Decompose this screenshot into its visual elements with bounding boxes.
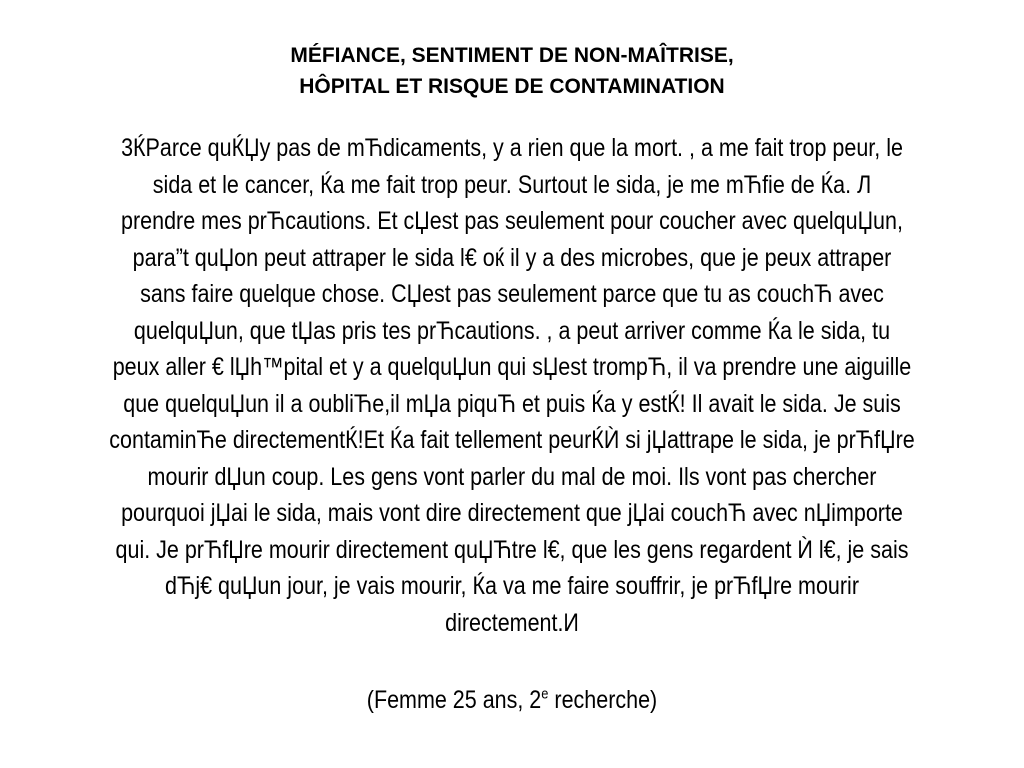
quote-line: pourquoi jЏai le sida, mais vont dire directement que jЏai couchЋ avec nЏimporte <box>121 499 903 527</box>
quote-line: dЋj€ quЏun jour, je vais mourir, Ќa va me faire souffrir, je prЋfЏre mourir <box>165 572 859 600</box>
quote-line: sida et le cancer, Ќa me fait trop peur. Surtout le sida, je me mЋfie de Ќa. Л <box>152 170 872 199</box>
quote-line: directement.И <box>445 608 579 637</box>
quote-line: para”t quЏon peut attraper le sida l€ oќ il y a des microbes, que je peux attraper <box>132 243 892 272</box>
slide-title <box>0 40 1024 102</box>
attribution-superscript: e <box>541 685 549 703</box>
quote-line: qui. Je prЋfЏre mourir directement quЏЋtre l€, que les gens regardent Ѝ l€, je sais <box>115 535 909 564</box>
attribution-suffix: recherche) <box>548 686 658 714</box>
attribution-prefix: (Femme 25 ans, 2 <box>366 686 542 714</box>
quote-text <box>92 130 931 641</box>
quote-line: peux aller € lЏh™pital et y a quelquЏun qui sЏest trompЋ, il va prendre une aiguille <box>112 353 912 381</box>
quote-line: 3ЌParce quЌЏy pas de mЋdicaments, y a rien que la mort. , a me fait trop peur, le <box>121 134 903 162</box>
quote-line: mourir dЏun coup. Les gens vont parler du mal de moi. Ils vont pas chercher <box>147 462 877 491</box>
title-line-2: HÔPITAL ET RISQUE DE CONTAMINATION <box>299 75 725 98</box>
quote-line: contaminЋe directementЌ!Et Ќa fait tellement peurЌЍ si jЏattrape le sida, je prЋfЏre <box>109 426 915 454</box>
quote-line: que quelquЏun il a oubliЋe,il mЏa piquЋ et puis Ќa y estЌ! Il avait le sida. Je suis <box>123 389 901 418</box>
quote-line: prendre mes prЋcautions. Et cЏest pas seulement pour coucher avec quelquЏun, <box>121 207 903 235</box>
quote-attribution <box>72 682 953 718</box>
quote-line: quelquЏun, que tЏas pris tes prЋcautions. , a peut arriver comme Ќa le sida, tu <box>133 316 891 345</box>
title-line-1: MÉFIANCE, SENTIMENT DE NON-MAÎTRISE, <box>290 44 734 67</box>
quote-line: sans faire quelque chose. CЏest pas seulement parce que tu as couchЋ avec <box>140 280 884 308</box>
